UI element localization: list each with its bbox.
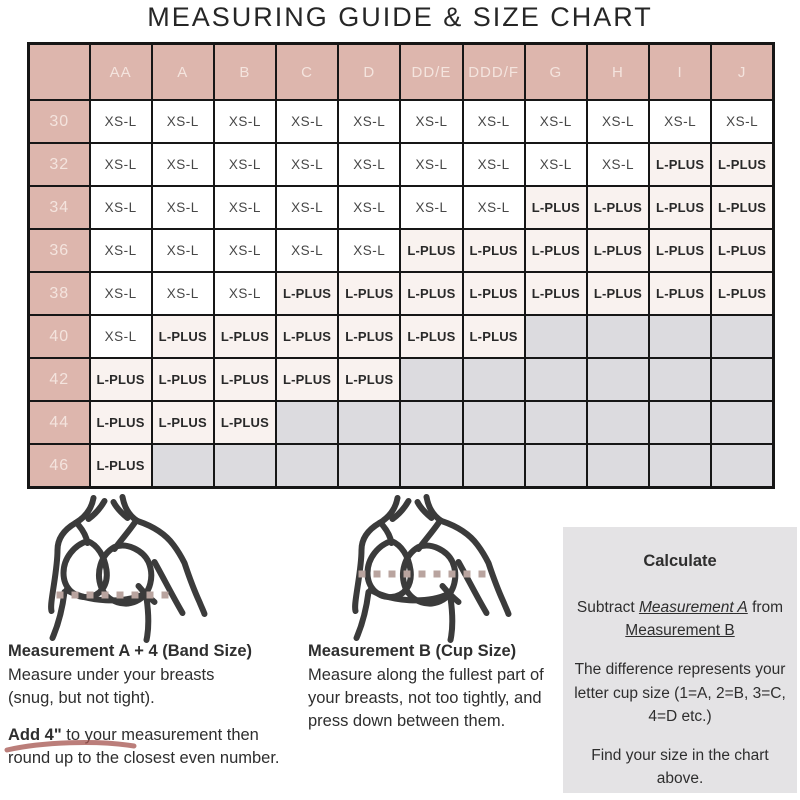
size-cell: XS-L (152, 272, 214, 315)
size-cell: L-PLUS (152, 315, 214, 358)
size-cell (463, 401, 525, 444)
size-cell: XS-L (152, 229, 214, 272)
calculate-heading: Calculate (643, 552, 717, 570)
size-cell (463, 444, 525, 488)
size-cell: XS-L (214, 143, 276, 186)
size-cell (587, 401, 649, 444)
band-size-header: 36 (29, 229, 90, 272)
size-cell (587, 444, 649, 488)
size-cell: L-PLUS (649, 272, 711, 315)
cup-heading: Measurement B (Cup Size) (308, 642, 517, 660)
band-size-header: 42 (29, 358, 90, 401)
band-size-header: 34 (29, 186, 90, 229)
size-cell: XS-L (525, 143, 587, 186)
cup-column-header: DD/E (400, 44, 462, 101)
size-cell: L-PLUS (463, 229, 525, 272)
size-cell (463, 358, 525, 401)
size-cell: L-PLUS (214, 315, 276, 358)
band-size-header: 30 (29, 100, 90, 143)
size-cell: L-PLUS (338, 272, 400, 315)
cup-column-header: I (649, 44, 711, 101)
cup-column-header: C (276, 44, 338, 101)
size-cell: L-PLUS (90, 358, 152, 401)
size-cell: XS-L (152, 100, 214, 143)
size-chart-row (29, 315, 774, 358)
size-cell: XS-L (400, 186, 462, 229)
size-cell: L-PLUS (214, 358, 276, 401)
size-cell: L-PLUS (649, 143, 711, 186)
size-cell (400, 401, 462, 444)
size-cell: L-PLUS (463, 272, 525, 315)
cup-column-header: J (711, 44, 773, 101)
size-cell: XS-L (400, 100, 462, 143)
size-chart (27, 42, 775, 489)
size-cell (711, 358, 773, 401)
size-cell (276, 401, 338, 444)
size-cell: L-PLUS (649, 186, 711, 229)
band-size-header: 46 (29, 444, 90, 488)
size-chart-body (29, 100, 774, 488)
size-cell: L-PLUS (463, 315, 525, 358)
band-add-rest: to your measurement then round up to the closest even number. (8, 726, 280, 768)
size-cell: L-PLUS (711, 143, 773, 186)
size-cell: L-PLUS (338, 358, 400, 401)
band-instructions (8, 640, 296, 784)
cup-column-header: AA (90, 44, 152, 101)
size-chart-row (29, 444, 774, 488)
band-line1: Measure under your breasts (8, 666, 215, 685)
size-cell: L-PLUS (525, 272, 587, 315)
size-cell: XS-L (214, 186, 276, 229)
size-cell: L-PLUS (90, 401, 152, 444)
size-cell: L-PLUS (90, 444, 152, 488)
size-cell: XS-L (90, 229, 152, 272)
size-cell: XS-L (649, 100, 711, 143)
size-cell: XS-L (338, 143, 400, 186)
size-cell: L-PLUS (276, 315, 338, 358)
size-cell: L-PLUS (587, 229, 649, 272)
band-size-header: 38 (29, 272, 90, 315)
band-measurement-illustration (28, 492, 223, 647)
size-cell: L-PLUS (338, 315, 400, 358)
size-cell (276, 444, 338, 488)
band-size-header: 40 (29, 315, 90, 358)
size-cell: XS-L (525, 100, 587, 143)
size-cell: XS-L (338, 229, 400, 272)
cup-column-header: B (214, 44, 276, 101)
size-chart-row (29, 229, 774, 272)
size-cell: L-PLUS (152, 401, 214, 444)
size-cell: L-PLUS (711, 229, 773, 272)
size-cell (338, 444, 400, 488)
calculate-difference-text: The difference represents your letter cup size (1=A, 2=B, 3=C, 4=D etc.) (574, 661, 786, 725)
size-cell: XS-L (338, 186, 400, 229)
size-cell (711, 401, 773, 444)
size-cell: XS-L (463, 143, 525, 186)
cup-column-header: G (525, 44, 587, 101)
size-chart-row (29, 272, 774, 315)
cup-column-header: H (587, 44, 649, 101)
cup-body: Measure along the fullest part of your breasts, not too tightly, and press down between them. (308, 666, 544, 731)
size-chart-row (29, 186, 774, 229)
size-cell: XS-L (214, 100, 276, 143)
size-cell (649, 401, 711, 444)
size-cell (587, 358, 649, 401)
size-cell (711, 444, 773, 488)
band-size-header: 32 (29, 143, 90, 186)
size-chart-row (29, 100, 774, 143)
size-chart-row (29, 143, 774, 186)
size-cell: XS-L (711, 100, 773, 143)
size-cell: XS-L (463, 100, 525, 143)
size-cell (525, 358, 587, 401)
calculate-panel (563, 527, 797, 793)
band-line2: (snug, but not tight). (8, 689, 155, 708)
size-cell: XS-L (90, 272, 152, 315)
size-cell (649, 358, 711, 401)
band-heading: Measurement A + 4 (Band Size) (8, 642, 253, 660)
size-cell: L-PLUS (587, 272, 649, 315)
size-cell: L-PLUS (711, 186, 773, 229)
size-cell: XS-L (90, 143, 152, 186)
size-cell: L-PLUS (276, 358, 338, 401)
size-cell (649, 315, 711, 358)
size-cell: XS-L (90, 100, 152, 143)
size-cell: L-PLUS (711, 272, 773, 315)
size-cell (649, 444, 711, 488)
size-cell: L-PLUS (649, 229, 711, 272)
size-cell (711, 315, 773, 358)
size-cell: L-PLUS (152, 358, 214, 401)
size-chart-table (27, 42, 775, 489)
size-cell: L-PLUS (525, 186, 587, 229)
size-cell (525, 315, 587, 358)
size-cell (525, 444, 587, 488)
size-cell: L-PLUS (587, 186, 649, 229)
size-cell: XS-L (400, 143, 462, 186)
page-title: MEASURING GUIDE & SIZE CHART (147, 2, 653, 32)
size-cell: XS-L (587, 100, 649, 143)
size-cell: XS-L (463, 186, 525, 229)
size-chart-row (29, 401, 774, 444)
size-cell: L-PLUS (400, 229, 462, 272)
cup-column-header: A (152, 44, 214, 101)
size-cell: L-PLUS (525, 229, 587, 272)
size-cell: L-PLUS (400, 272, 462, 315)
size-cell: L-PLUS (276, 272, 338, 315)
size-cell: XS-L (276, 100, 338, 143)
cup-instructions (308, 640, 568, 747)
size-cell: XS-L (276, 186, 338, 229)
size-cell: XS-L (338, 100, 400, 143)
cup-column-header: D (338, 44, 400, 101)
size-cell: XS-L (152, 186, 214, 229)
size-cell: XS-L (90, 315, 152, 358)
band-size-header: 44 (29, 401, 90, 444)
cup-size-header-row (29, 44, 774, 101)
size-cell: XS-L (276, 229, 338, 272)
size-cell: L-PLUS (214, 401, 276, 444)
measurement-a-ref: Measurement A (638, 598, 748, 616)
cup-measurement-illustration (332, 492, 527, 647)
size-cell: XS-L (214, 272, 276, 315)
size-cell: XS-L (214, 229, 276, 272)
calculate-subtract-line: Subtract Measurement A from Measurement B (576, 598, 784, 639)
size-cell (214, 444, 276, 488)
size-chart-row (29, 358, 774, 401)
cup-column-header: DDD/F (463, 44, 525, 101)
band-add-bold: Add 4" (8, 726, 62, 745)
size-cell: XS-L (276, 143, 338, 186)
size-cell (152, 444, 214, 488)
size-cell (338, 401, 400, 444)
size-cell (587, 315, 649, 358)
size-cell (400, 358, 462, 401)
size-cell (400, 444, 462, 488)
measurement-b-ref: Measurement B (625, 622, 735, 639)
size-cell: XS-L (587, 143, 649, 186)
size-cell: XS-L (90, 186, 152, 229)
corner-cell (29, 44, 90, 101)
size-cell: XS-L (152, 143, 214, 186)
size-cell (525, 401, 587, 444)
size-cell: L-PLUS (400, 315, 462, 358)
calculate-find-text: Find your size in the chart above. (591, 747, 769, 788)
